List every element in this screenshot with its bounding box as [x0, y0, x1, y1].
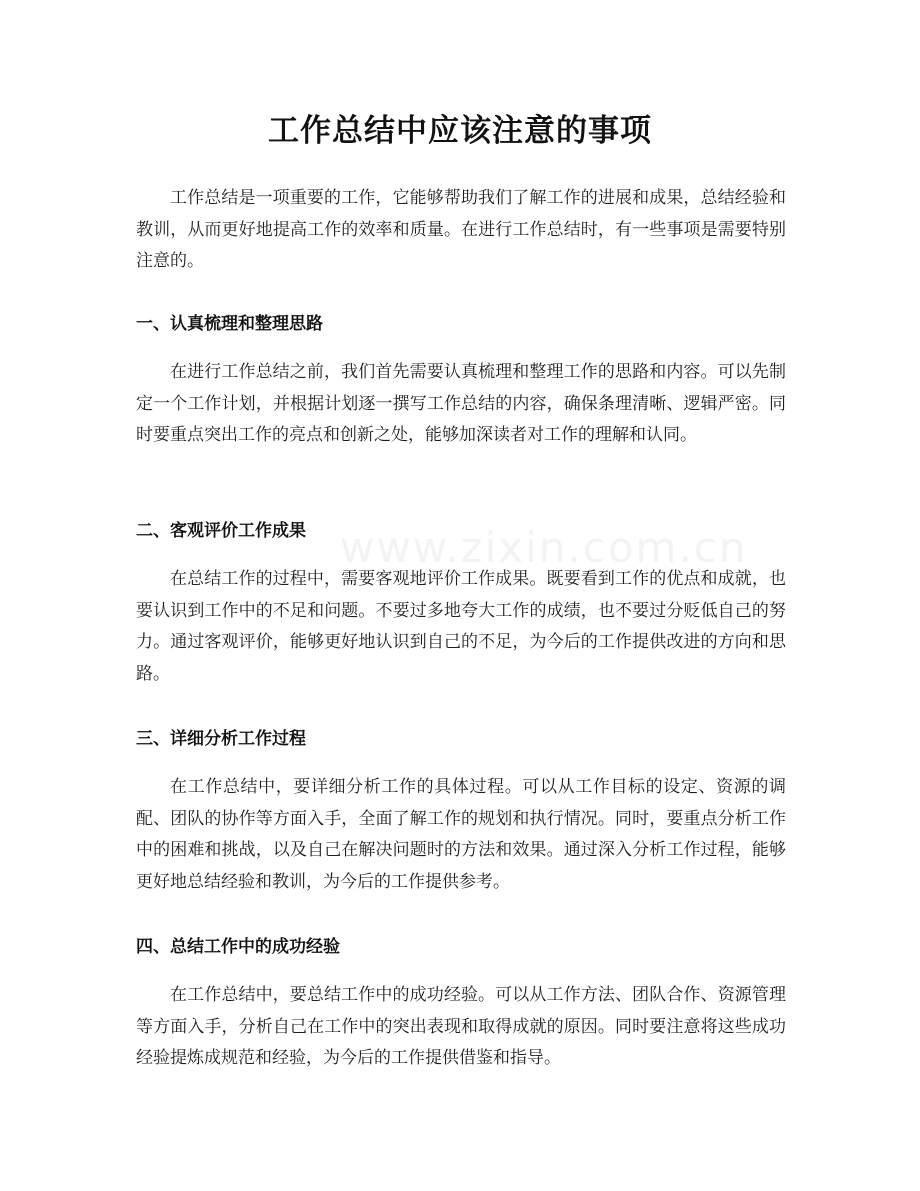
section-1-heading: 一、认真梳理和整理思路: [136, 314, 323, 334]
section-4-body: 在工作总结中，要总结工作中的成功经验。可以从工作方法、团队合作、资源管理等方面入手，分析自己在工作中的突出表现和取得成就的原因。同时要注意将这些成功经验提炼成规范和经验，为今后的工作提供借鉴和指导。: [136, 985, 786, 1068]
section-4-heading: 四、总结工作中的成功经验: [136, 937, 340, 957]
document-title: 工作总结中应该注意的事项: [268, 113, 652, 149]
intro-paragraph: 工作总结是一项重要的工作，它能够帮助我们了解工作的进展和成果，总结经验和教训，从而更好地提高工作的效率和质量。在进行工作总结时，有一些事项是需要特别注意的。: [136, 188, 786, 271]
section-3-heading: 三、详细分析工作过程: [136, 729, 306, 749]
section-3-body: 在工作总结中，要详细分析工作的具体过程。可以从工作目标的设定、资源的调配、团队的协作等方面入手，全面了解工作的规划和执行情况。同时，要重点分析工作中的困难和挑战，以及自己在解决问题时的方法和效果。通过深入分析工作过程，能够更好地总结经验和教训，为今后的工作提供参考。: [136, 777, 786, 892]
section-2-heading: 二、客观评价工作成果: [136, 521, 306, 541]
section-2-body: 在总结工作的过程中，需要客观地评价工作成果。既要看到工作的优点和成就，也要认识到工作中的不足和问题。不要过多地夸大工作的成绩，也不要过分贬低自己的努力。通过客观评价，能够更好地认识到自己的不足，为今后的工作提供改进的方向和思路。: [136, 569, 786, 684]
watermark: www.zixin.com.cn: [340, 523, 748, 572]
section-1-body: 在进行工作总结之前，我们首先需要认真梳理和整理工作的思路和内容。可以先制定一个工作计划，并根据计划逐一撰写工作总结的内容，确保条理清晰、逻辑严密。同时要重点突出工作的亮点和创新之处，能够加深读者对工作的理解和认同。: [136, 362, 786, 445]
